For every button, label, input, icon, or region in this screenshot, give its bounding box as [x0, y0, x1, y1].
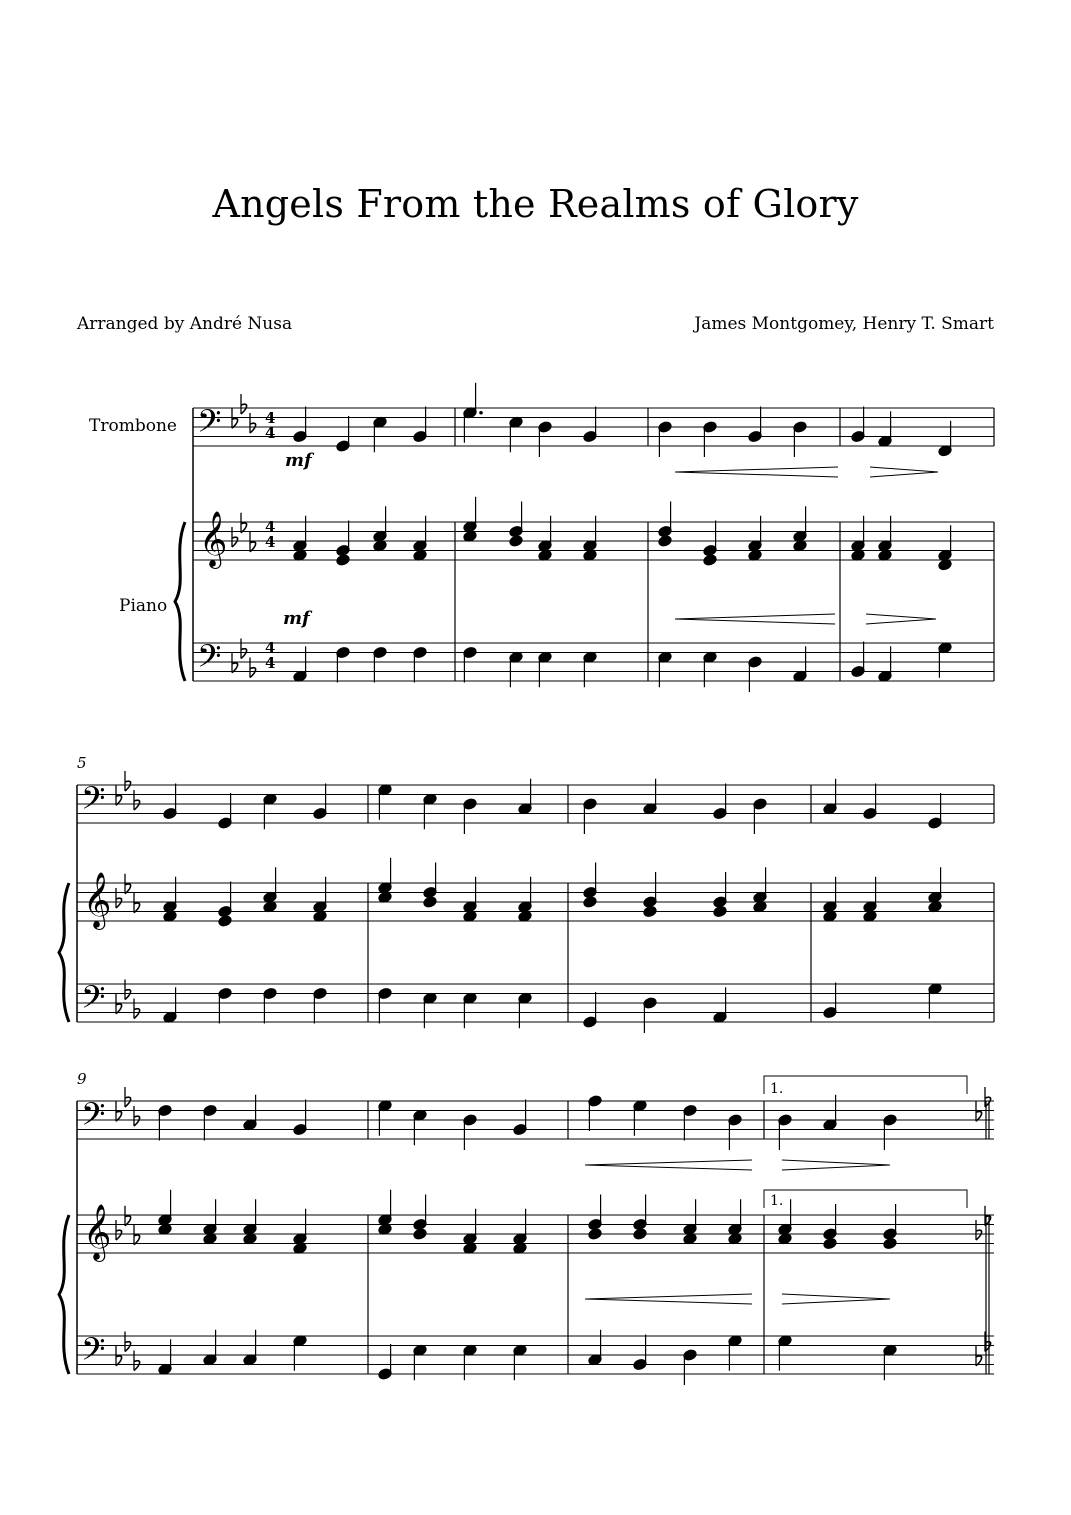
svg-text:4: 4	[265, 409, 276, 427]
note	[373, 646, 387, 658]
flat-icon	[116, 888, 122, 908]
note	[293, 430, 307, 442]
flat-icon	[125, 1087, 131, 1107]
decrescendo-hairpin	[782, 1165, 890, 1170]
flat-icon	[116, 1220, 122, 1240]
svg-text:4: 4	[265, 518, 276, 536]
flat-icon	[976, 1220, 982, 1240]
note	[413, 430, 427, 442]
decrescendo-hairpin	[870, 467, 938, 472]
instrument-label-trombone: Trombone	[89, 416, 177, 436]
composer-credit: James Montgomey, Henry T. Smart	[694, 314, 994, 334]
note	[163, 807, 177, 819]
note	[683, 1104, 697, 1116]
note	[509, 535, 523, 547]
decrescendo-hairpin	[866, 614, 936, 619]
note	[713, 905, 727, 917]
note	[463, 646, 477, 658]
flat-icon	[134, 999, 140, 1019]
flat-icon	[134, 1225, 140, 1245]
note	[336, 554, 350, 566]
note	[713, 807, 727, 819]
note	[588, 1228, 602, 1240]
flat-icon	[116, 785, 122, 805]
volta-bracket	[764, 1076, 967, 1094]
note	[728, 1114, 742, 1126]
flat-icon	[134, 1106, 140, 1126]
brace-icon	[59, 1215, 69, 1374]
flat-icon	[116, 1346, 122, 1366]
measure-number-9: 9	[77, 1070, 87, 1088]
note	[823, 1006, 837, 1018]
note	[336, 440, 350, 452]
flat-icon	[232, 408, 238, 428]
crescendo-hairpin	[585, 1160, 752, 1165]
flat-icon	[125, 771, 131, 791]
crescendo-hairpin	[675, 614, 835, 619]
page-title: Angels From the Realms of Glory	[212, 182, 859, 226]
flat-icon	[976, 1101, 982, 1121]
treble-clef-icon: 𝄞	[83, 1204, 112, 1260]
note	[823, 1237, 837, 1249]
note	[513, 1123, 527, 1135]
flat-icon	[125, 874, 131, 894]
flat-icon	[232, 527, 238, 547]
note	[633, 1228, 647, 1240]
note	[683, 1349, 697, 1361]
note-dot	[479, 411, 483, 415]
note	[643, 905, 657, 917]
measure-number-5: 5	[77, 754, 87, 772]
bass-clef-icon: 𝄢	[197, 638, 222, 682]
bass-clef-icon: 𝄢	[197, 403, 222, 447]
crescendo-hairpin	[585, 1165, 752, 1170]
volta-bracket	[764, 1190, 967, 1208]
note	[538, 421, 552, 433]
volta-label-trombone: 1.	[770, 1081, 784, 1097]
note	[463, 1114, 477, 1126]
note	[463, 798, 477, 810]
note	[928, 817, 942, 829]
note	[336, 646, 350, 658]
flat-icon	[250, 413, 256, 433]
flat-icon	[250, 658, 256, 678]
svg-text:4: 4	[265, 654, 276, 672]
decrescendo-hairpin	[866, 619, 936, 624]
note	[793, 421, 807, 433]
svg-text:4: 4	[265, 639, 276, 657]
note	[583, 430, 597, 442]
dynamic-mf-piano: mf	[283, 608, 310, 629]
flat-icon	[976, 1346, 982, 1366]
brace-icon	[175, 522, 185, 681]
note	[313, 807, 327, 819]
note	[851, 665, 865, 677]
note	[158, 1104, 172, 1116]
bass-clef-icon: 𝄢	[81, 979, 106, 1023]
instrument-label-piano: Piano	[119, 596, 168, 616]
note	[218, 915, 232, 927]
note	[423, 896, 437, 908]
note	[633, 1358, 647, 1370]
decrescendo-hairpin	[782, 1299, 890, 1304]
note	[413, 646, 427, 658]
volta-label-piano: 1.	[770, 1193, 784, 1209]
bass-clef-icon: 𝄢	[81, 780, 106, 824]
flat-icon	[232, 653, 238, 673]
note	[748, 656, 762, 668]
note	[753, 798, 767, 810]
svg-text:4: 4	[265, 424, 276, 442]
crescendo-hairpin	[585, 1299, 752, 1304]
arranger-credit: Arranged by André Nusa	[77, 314, 293, 334]
crescendo-hairpin	[675, 472, 838, 477]
dynamic-mf-trombone: mf	[285, 450, 312, 471]
flat-icon	[116, 994, 122, 1014]
note	[293, 1123, 307, 1135]
note	[863, 807, 877, 819]
flat-icon	[134, 790, 140, 810]
note	[643, 997, 657, 1009]
bass-clef-icon: 𝄢	[81, 1331, 106, 1375]
note	[778, 1114, 792, 1126]
decrescendo-hairpin	[782, 1294, 890, 1299]
note	[413, 1228, 427, 1240]
note	[218, 817, 232, 829]
note	[851, 430, 865, 442]
note	[883, 1237, 897, 1249]
crescendo-hairpin	[585, 1294, 752, 1299]
flat-icon	[241, 394, 247, 414]
note	[378, 1368, 392, 1380]
flat-icon	[250, 532, 256, 552]
note	[583, 798, 597, 810]
treble-clef-icon: 𝄞	[199, 511, 228, 567]
note	[588, 1095, 602, 1107]
bass-clef-icon: 𝄢	[81, 1096, 106, 1140]
note	[218, 987, 232, 999]
crescendo-hairpin	[675, 467, 838, 472]
flat-icon	[125, 1332, 131, 1352]
note	[263, 987, 277, 999]
note	[203, 1104, 217, 1116]
brace-icon	[59, 883, 69, 1022]
decrescendo-hairpin	[782, 1160, 890, 1165]
note	[883, 1114, 897, 1126]
note	[658, 535, 672, 547]
flat-icon	[241, 513, 247, 533]
decrescendo-hairpin	[870, 472, 938, 477]
flat-icon	[116, 1101, 122, 1121]
note	[378, 987, 392, 999]
flat-icon	[241, 639, 247, 659]
note	[313, 987, 327, 999]
time-signature	[265, 409, 275, 672]
flat-icon	[125, 1206, 131, 1226]
note	[748, 430, 762, 442]
note	[703, 421, 717, 433]
treble-clef-icon: 𝄞	[83, 872, 112, 928]
flat-icon	[134, 1351, 140, 1371]
flat-icon	[134, 893, 140, 913]
svg-text:4: 4	[265, 533, 276, 551]
note	[658, 421, 672, 433]
flat-icon	[125, 980, 131, 1000]
note	[703, 554, 717, 566]
crescendo-hairpin	[675, 619, 835, 624]
note	[583, 1016, 597, 1028]
note	[583, 896, 597, 908]
